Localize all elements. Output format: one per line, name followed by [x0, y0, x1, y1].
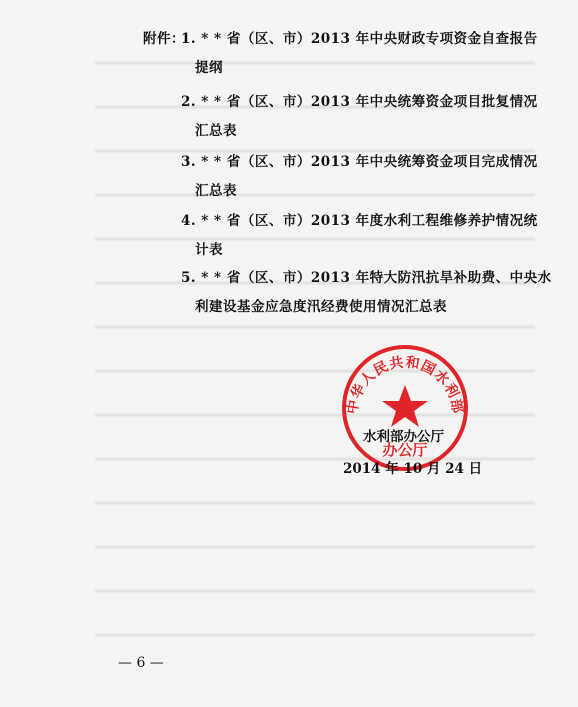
official-seal	[340, 343, 470, 473]
attachment-1-line1: 1. * * 省（区、市）2013 年中央财政专项资金自查报告	[181, 31, 538, 47]
attachment-4-line1: 4. * * 省（区、市）2013 年度水利工程维修养护情况统	[181, 213, 538, 229]
seal-star-icon	[382, 385, 428, 427]
seal-bottom-text: 办公厅	[382, 441, 428, 459]
page-number: — 6 —	[118, 655, 164, 671]
attachment-label: 附件：	[143, 31, 185, 47]
attachment-3-line2: 汇总表	[195, 183, 237, 199]
attachment-4-line2: 计表	[195, 242, 223, 258]
signing-date: 2014 年 10 月 24 日	[343, 461, 483, 477]
attachment-5-line1: 5. * * 省（区、市）2013 年特大防汛抗旱补助费、中央水	[181, 270, 552, 286]
attachment-2-line1: 2. * * 省（区、市）2013 年中央统筹资金项目批复情况	[181, 94, 538, 110]
signing-organization: 水利部办公厅	[363, 429, 444, 445]
seal-arc-text: 中华人民共和国水利部	[344, 354, 466, 416]
attachment-3-line1: 3. * * 省（区、市）2013 年中央统筹资金项目完成情况	[181, 154, 538, 170]
attachment-2-line2: 汇总表	[195, 123, 237, 139]
attachment-5-line2: 利建设基金应急度汛经费使用情况汇总表	[195, 299, 447, 315]
attachment-1-line2: 提纲	[195, 60, 223, 76]
bleed-through-text	[95, 40, 535, 640]
